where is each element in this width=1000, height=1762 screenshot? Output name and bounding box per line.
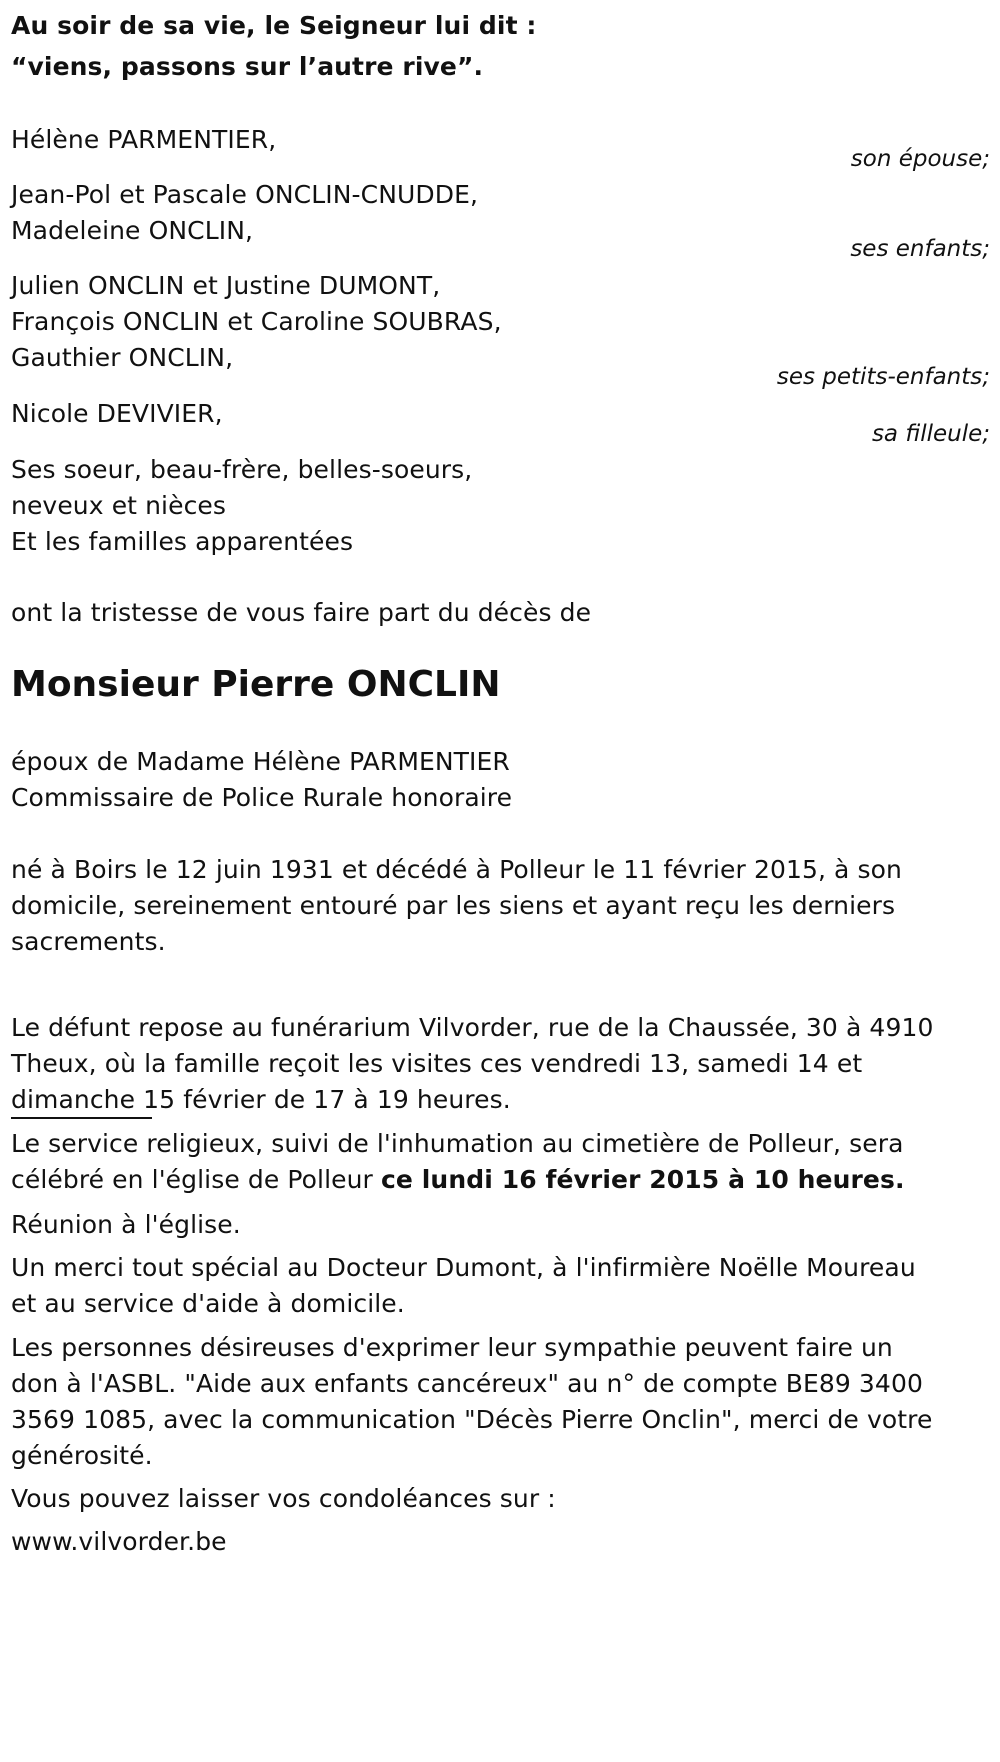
reunion-note: Réunion à l'église. [11, 1210, 241, 1239]
service-date: ce lundi 16 février 2015 à 10 heures. [380, 1165, 905, 1194]
deceased-title-2: Commissaire de Police Rurale honoraire [11, 783, 513, 812]
thanks-line-2: et au service d'aide à domicile. [11, 1289, 405, 1318]
website-link[interactable]: www.vilvorder.be [11, 1527, 227, 1556]
donation-line-1: Les personnes désireuses d'exprimer leur sympathie peuvent faire un [11, 1333, 893, 1362]
deceased-name: Monsieur Pierre ONCLIN [11, 664, 501, 705]
children-role: ses enfants; [850, 236, 990, 262]
grandchild-1: Julien ONCLIN et Justine DUMONT, [11, 271, 441, 300]
child-1: Jean-Pol et Pascale ONCLIN-CNUDDE, [11, 180, 479, 209]
thanks-line-1: Un merci tout spécial au Docteur Dumont, à l'infirmière Noëlle Moureau [11, 1253, 916, 1282]
donation-line-4: générosité. [11, 1441, 153, 1470]
visitation-line-3: dimanche 15 février de 17 à 19 heures. [11, 1085, 511, 1114]
others-line-3: Et les familles apparentées [11, 527, 354, 556]
others-line-1: Ses soeur, beau-frère, belles-soeurs, [11, 455, 473, 484]
condolences-note: Vous pouvez laisser vos condoléances sur : [11, 1484, 556, 1513]
birth-death-line-3: sacrements. [11, 927, 166, 956]
child-2: Madeleine ONCLIN, [11, 216, 254, 245]
spouse-name: Hélène PARMENTIER, [11, 125, 277, 154]
donation-line-2: don à l'ASBL. "Aide aux enfants cancéreux" au n° de compte BE89 3400 [11, 1369, 923, 1398]
grandchildren-role: ses petits-enfants; [776, 364, 990, 390]
goddaughter-name: Nicole DEVIVIER, [11, 399, 223, 428]
spouse-role: son épouse; [850, 146, 990, 172]
service-line-1: Le service religieux, suivi de l'inhumation au cimetière de Polleur, sera [11, 1129, 904, 1158]
visitation-line-2: Theux, où la famille reçoit les visites ces vendredi 13, samedi 14 et [11, 1049, 863, 1078]
birth-death-line-1: né à Boirs le 12 juin 1931 et décédé à Polleur le 11 février 2015, à son [11, 855, 902, 884]
donation-line-3: 3569 1085, avec la communication "Décès Pierre Onclin", merci de votre [11, 1405, 933, 1434]
quote-line-1: Au soir de sa vie, le Seigneur lui dit : [11, 11, 537, 40]
service-line-2-text: célébré en l'église de Polleur [11, 1165, 381, 1194]
visitation-line-1: Le défunt repose au funérarium Vilvorder, rue de la Chaussée, 30 à 4910 [11, 1013, 934, 1042]
grandchild-2: François ONCLIN et Caroline SOUBRAS, [11, 307, 502, 336]
grandchild-3: Gauthier ONCLIN, [11, 343, 234, 372]
goddaughter-role: sa filleule; [871, 421, 990, 447]
quote-line-2: “viens, passons sur l’autre rive”. [11, 52, 484, 81]
announcement: ont la tristesse de vous faire part du décès de [11, 598, 592, 627]
service-line-2 [11, 1160, 905, 1200]
others-line-2: neveux et nièces [11, 491, 227, 520]
birth-death-line-2: domicile, sereinement entouré par les siens et ayant reçu les derniers [11, 891, 896, 920]
deceased-title-1: époux de Madame Hélène PARMENTIER [11, 747, 510, 776]
